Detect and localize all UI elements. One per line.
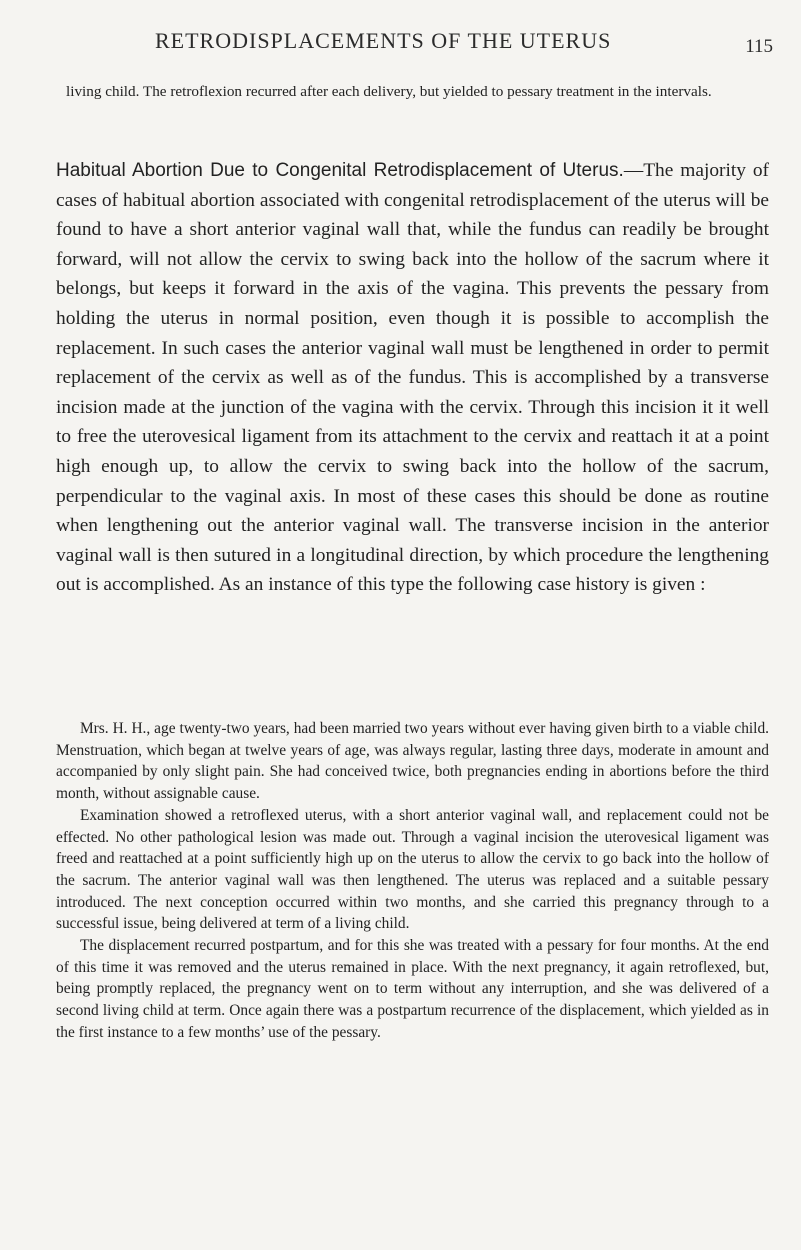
section-heading: Habitual Abortion Due to Congenital Retrodisplacement of Uterus. (56, 160, 624, 181)
section-paragraph (56, 156, 769, 600)
page-number: 115 (745, 36, 773, 57)
case-history (56, 718, 769, 1044)
section-body: —The majority of cases of habitual abortion associated with congenital retrodisplacement of the uterus will be found to have a short anterior vaginal wall that, while the fundus can readily be brought forward, will not allow the cervix to swing back into the hollow of the sacrum where it belongs, but keeps it forward in the axis of the vagina. This prevents the pessary from holding the uterus in normal position, even though it is possible to accomplish the replacement. In such cases the anterior vaginal wall must be lengthened in order to permit replacement of the cervix as well as of the fundus. This is accomplished by a transverse incision made at the junction of the vagina with the cervix. Through this incision it it well to free the uterovesical ligament from its attachment to the cervix and reattach it at a point high enough up, to allow the cervix to swing back into the hollow of the sacrum, perpendicular to the vaginal axis. In most of these cases this should be done as routine when lengthening out the anterior vaginal wall. The transverse incision in the anterior vaginal wall is then sutured in a longitudinal direction, by which procedure the lengthening out is accomplished. As an instance of this type the following case history is given : (56, 160, 770, 596)
running-head: RETRODISPLACEMENTS OF THE UTERUS (155, 28, 612, 53)
case-paragraph: Mrs. H. H., age twenty-two years, had been married two years without ever having given birth to a viable child. Menstruation, which began at twelve years of age, was always regular, lasting three days, moderate in amount and accompanied by only slight pain. She had conceived twice, both pregnancies ending in abortions before the third month, without assignable cause. (56, 720, 769, 803)
case-paragraph: The displacement recurred postpartum, and for this she was treated with a pessary for four months. At the end of this time it was removed and the uterus remained in place. With the next pregnancy, it again retroflexed, but, being promptly replaced, the pregnancy went on to term without any interruption, and she was delivered of a second living child at term. Once again there was a postpartum recurrence of the displacement, which yielded as in the first instance to a few months’ use of the pessary. (56, 937, 769, 1041)
intro-paragraph: living child. The retroflexion recurred after each delivery, but yielded to pessary treatment in the intervals. (66, 83, 712, 100)
case-paragraph: Examination showed a retroflexed uterus, with a short anterior vaginal wall, and replacement could not be effected. No other pathological lesion was made out. Through a vaginal incision the uterovesical ligament was freed and reattached at a point sufficiently high up on the uterus to allow the cervix to go back into the hollow of the sacrum. The anterior vaginal wall was then lengthened. The uterus was replaced and a suitable pessary introduced. The next conception occurred within two months, and she carried this pregnancy through to a successful issue, being delivered at term of a living child. (56, 806, 769, 933)
